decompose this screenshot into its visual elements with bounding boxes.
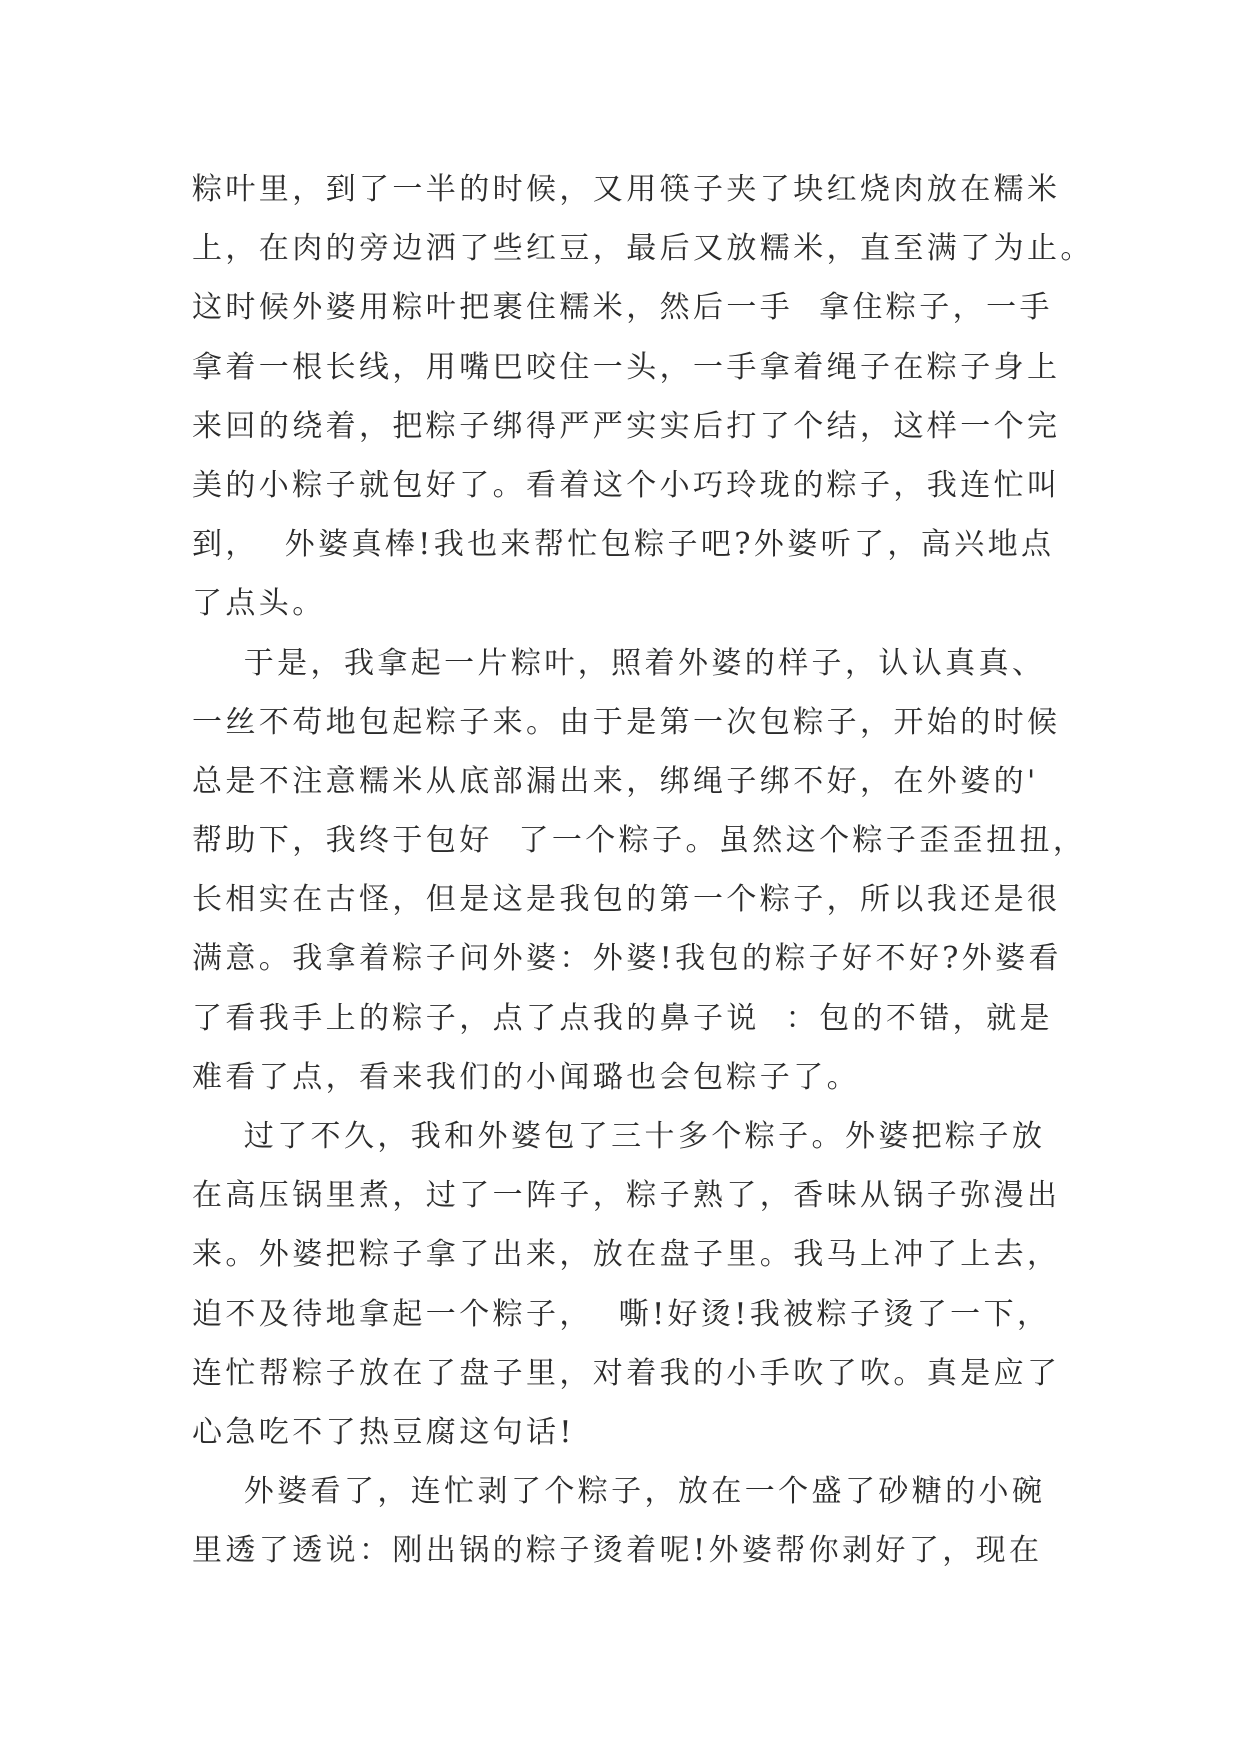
text-line: 了看我手上的粽子，点了点我的鼻子说 ：包的不错，就是 [192,1000,1053,1036]
text-line: 来回的绕着，把粽子绑得严严实实后打了个结，这样一个完 [192,408,1061,444]
text-line: 过了不久，我和外婆包了三十多个粽子。外婆把粽子放 [192,1119,1046,1154]
text-line: 总是不注意糯米从底部漏出来，绑绳子绑不好，在外婆的' [192,763,1039,799]
text-line: 这时候外婆用粽叶把裹住糯米，然后一手 拿住粽子，一手 [192,290,1053,326]
text-line: 美的小粽子就包好了。看着这个小巧玲珑的粽子，我连忙叫 [192,467,1061,503]
text-line: 拿着一根长线，用嘴巴咬住一头，一手拿着绳子在粽子身上 [192,349,1061,385]
text-line: 了点头。 [192,586,326,622]
text-line: 粽叶里，到了一半的时候，又用筷子夹了块红烧肉放在糯米 [192,172,1061,207]
text-line: 连忙帮粽子放在了盘子里，对着我的小手吹了吹。真是应了 [192,1355,1061,1391]
text-line: 满意。我拿着粽子问外婆：外婆!我包的粽子好不好?外婆看 [192,941,1062,977]
text-line: 于是，我拿起一片粽叶，照着外婆的样子，认认真真、 [192,645,1046,681]
body-text [192,160,1094,1581]
text-line: 帮助下，我终于包好 了一个粽子。虽然这个粽子歪歪扭扭， [192,823,1087,859]
text-line: 难看了点，看来我们的小闻璐也会包粽子了。 [192,1059,860,1095]
text-line: 心急吃不了热豆腐这句话! [192,1414,575,1450]
text-line: 上，在肉的旁边洒了些红豆，最后又放糯米，直至满了为止。 [192,231,1094,267]
text-line: 外婆看了，连忙剥了个粽子，放在一个盛了砂糖的小碗 [192,1474,1046,1510]
text-line: 迫不及待地拿起一个粽子， 嘶!好烫!我被粽子烫了一下， [192,1296,1051,1332]
text-line: 里透了透说：刚出锅的粽子烫着呢!外婆帮你剥好了，现在 [192,1533,1043,1569]
text-line: 一丝不苟地包起粽子来。由于是第一次包粽子，开始的时候 [192,704,1061,740]
text-line: 长相实在古怪，但是这是我包的第一个粽子，所以我还是很 [192,882,1061,918]
text-line: 到， 外婆真棒!我也来帮忙包粽子吧?外婆听了，高兴地点 [192,527,1055,563]
text-line: 来。外婆把粽子拿了出来，放在盘子里。我马上冲了上去， [192,1237,1061,1273]
text-line: 在高压锅里煮，过了一阵子，粽子熟了，香味从锅子弥漫出 [192,1178,1061,1214]
